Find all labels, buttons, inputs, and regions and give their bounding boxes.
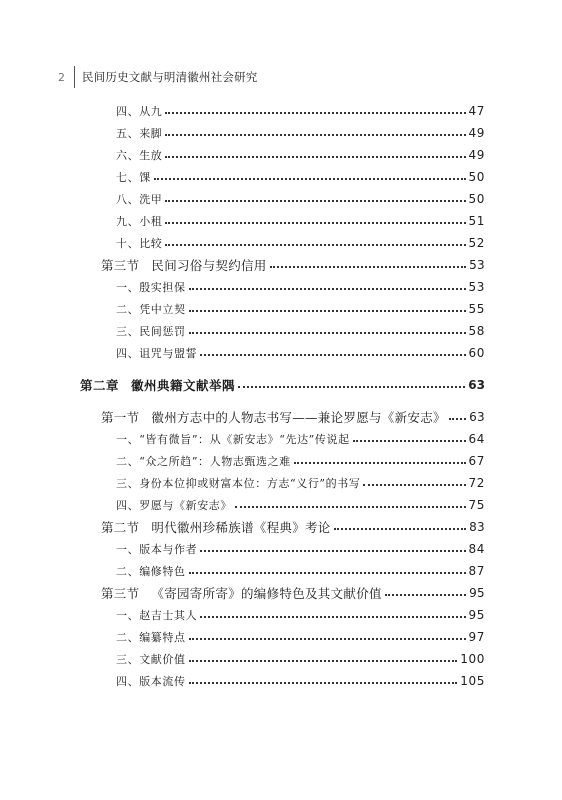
toc-entry-text: 十、比较: [116, 237, 163, 250]
toc-item: [116, 298, 485, 320]
toc-section: [101, 516, 485, 538]
dot-leader: [189, 310, 466, 312]
toc-entry-title: [116, 563, 186, 579]
toc-page-number: 63: [469, 410, 485, 424]
toc-entry-title: [116, 103, 162, 119]
toc-page-number: 47: [468, 104, 485, 118]
toc-page-number: 84: [468, 542, 485, 556]
toc-item: [116, 166, 485, 188]
toc-item: [116, 428, 485, 450]
toc-item: [116, 320, 485, 342]
chapter-number: 第二章: [80, 378, 120, 393]
toc-entry-text: 三、身份本位抑或财富本位：方志“义行”的书写: [116, 477, 361, 490]
toc-page-number: 72: [468, 476, 485, 490]
toc-item: [116, 450, 485, 472]
toc-entry-title: [116, 629, 186, 645]
toc-page-number: 63: [468, 378, 485, 392]
dot-leader: [189, 660, 458, 662]
toc-entry-title: [116, 345, 197, 361]
toc-entry-text: 八、洗甲: [116, 193, 163, 206]
toc-entry-title: [116, 301, 186, 317]
toc-page-number: 53: [468, 280, 485, 294]
toc-item: [116, 494, 485, 516]
dot-leader: [334, 528, 467, 530]
toc-entry-title: [80, 376, 235, 394]
toc-entry-title: [116, 431, 350, 447]
dot-leader: [165, 222, 465, 224]
toc-item: [116, 210, 485, 232]
toc-item: [116, 342, 485, 364]
dot-leader: [189, 638, 466, 640]
dot-leader: [235, 506, 466, 508]
toc-section: [101, 406, 485, 428]
dot-leader: [165, 200, 465, 202]
toc-section: [101, 254, 485, 276]
toc-entry-title: [116, 541, 197, 557]
toc-entry-text: 五、来脚: [116, 127, 163, 140]
toc-item: [116, 100, 485, 122]
toc-page-number: 53: [469, 258, 485, 272]
toc-page-number: 60: [468, 346, 485, 360]
running-header: [58, 68, 258, 86]
toc-entry-text: 二、“众之所趋”：人物志甄选之难: [116, 455, 291, 468]
dot-leader: [189, 682, 458, 684]
toc-page-number: 105: [460, 674, 485, 688]
toc-entry-text: 《寄园寄所寄》的编修特色及其文献价值: [151, 586, 382, 601]
toc-item: [116, 472, 485, 494]
toc-entry-text: 四、诅咒与盟誓: [116, 347, 198, 360]
toc-entry-title: [101, 408, 446, 426]
toc-entry-text: 四、从九: [116, 105, 163, 118]
dot-leader: [189, 332, 466, 334]
toc-page-number: 49: [468, 126, 485, 140]
toc-entry-title: [101, 518, 331, 536]
dot-leader: [200, 616, 465, 618]
dot-leader: [363, 484, 465, 486]
dot-leader: [165, 134, 465, 136]
toc-item: [116, 122, 485, 144]
toc-page-number: 58: [468, 324, 485, 338]
toc-entry-text: 六、生放: [116, 149, 163, 162]
section-number: 第一节: [101, 410, 140, 425]
toc-item: [116, 538, 485, 560]
toc-entry-title: [101, 584, 382, 602]
dot-leader: [270, 266, 467, 268]
page-number: 2: [58, 70, 65, 84]
toc-page-number: 50: [468, 170, 485, 184]
toc-entry-text: 七、馃: [116, 171, 151, 184]
dot-leader: [189, 288, 466, 290]
dot-leader: [189, 572, 466, 574]
running-title: 民间历史文献与明清徽州社会研究: [82, 70, 258, 84]
dot-leader: [200, 550, 465, 552]
toc-entry-text: 明代徽州珍稀族谱《程典》考论: [151, 520, 331, 535]
toc-entry-text: 徽州方志中的人物志书写——兼论罗愿与《新安志》: [151, 410, 446, 425]
toc-page-number: 87: [468, 564, 485, 578]
dot-leader: [165, 244, 465, 246]
toc-entry-text: 民间习俗与契约信用: [151, 258, 267, 273]
dot-leader: [294, 462, 466, 464]
toc-item: [116, 276, 485, 298]
toc-page-number: 100: [460, 652, 485, 666]
toc-entry-text: 一、版本与作者: [116, 543, 198, 556]
toc-page-number: 83: [469, 520, 485, 534]
toc-entry-text: 一、“皆有微旨”：从《新安志》“先达”传说起: [116, 433, 350, 446]
toc-item: [116, 670, 485, 692]
toc-item: [116, 144, 485, 166]
toc-entry-title: [116, 673, 186, 689]
toc-page-number: 50: [468, 192, 485, 206]
toc-entry-title: [116, 169, 151, 185]
dot-leader: [165, 112, 465, 114]
toc-section: [101, 582, 485, 604]
dot-leader: [385, 594, 466, 596]
toc-entry-title: [116, 323, 186, 339]
toc-entry-title: [116, 235, 162, 251]
toc-page-number: 75: [468, 498, 485, 512]
dot-leader: [238, 386, 465, 388]
toc-item: [116, 232, 485, 254]
section-number: 第三节: [101, 586, 140, 601]
toc-chapter: [80, 374, 485, 396]
toc-entry-text: 二、编纂特点: [116, 631, 186, 644]
toc-entry-text: 四、罗愿与《新安志》: [116, 499, 232, 512]
toc-entry-title: [116, 147, 162, 163]
toc-page-number: 64: [468, 432, 485, 446]
toc-item: [116, 648, 485, 670]
toc-entry-text: 二、凭中立契: [116, 303, 186, 316]
toc-entry-text: 三、民间惩罚: [116, 325, 186, 338]
toc-entry-title: [116, 497, 232, 513]
header-divider: [74, 66, 75, 88]
toc-entry-title: [116, 475, 360, 491]
toc-entry-title: [116, 279, 186, 295]
toc-entry-title: [116, 607, 197, 623]
section-number: 第三节: [101, 258, 140, 273]
toc-entry-title: [101, 256, 267, 274]
toc-entry-text: 二、编修特色: [116, 565, 186, 578]
dot-leader: [200, 354, 465, 356]
toc-entry-title: [116, 651, 186, 667]
toc-entry-text: 徽州典籍文献举隅: [131, 378, 236, 393]
toc-page-number: 95: [469, 586, 485, 600]
toc-entry-title: [116, 213, 162, 229]
toc-page-number: 52: [468, 236, 485, 250]
toc-entry-text: 九、小租: [116, 215, 163, 228]
toc-page-number: 55: [468, 302, 485, 316]
toc-page-number: 67: [468, 454, 485, 468]
section-number: 第二节: [101, 520, 140, 535]
toc-page-number: 51: [468, 214, 485, 228]
toc-item: [116, 188, 485, 210]
toc-entry-text: 一、赵吉士其人: [116, 609, 198, 622]
toc-item: [116, 604, 485, 626]
toc-entry-title: [116, 453, 291, 469]
dot-leader: [449, 418, 466, 420]
dot-leader: [154, 178, 466, 180]
toc-entry-text: 三、文献价值: [116, 653, 186, 666]
toc-item: [116, 626, 485, 648]
toc-entry-text: 一、殷实担保: [116, 281, 186, 294]
dot-leader: [353, 440, 466, 442]
toc-entry-title: [116, 191, 162, 207]
toc-entry-text: 四、版本流传: [116, 675, 186, 688]
toc-page-number: 49: [468, 148, 485, 162]
toc-item: [116, 560, 485, 582]
toc-entry-title: [116, 125, 162, 141]
toc-page-number: 97: [468, 630, 485, 644]
dot-leader: [165, 156, 465, 158]
toc-page-number: 95: [468, 608, 485, 622]
